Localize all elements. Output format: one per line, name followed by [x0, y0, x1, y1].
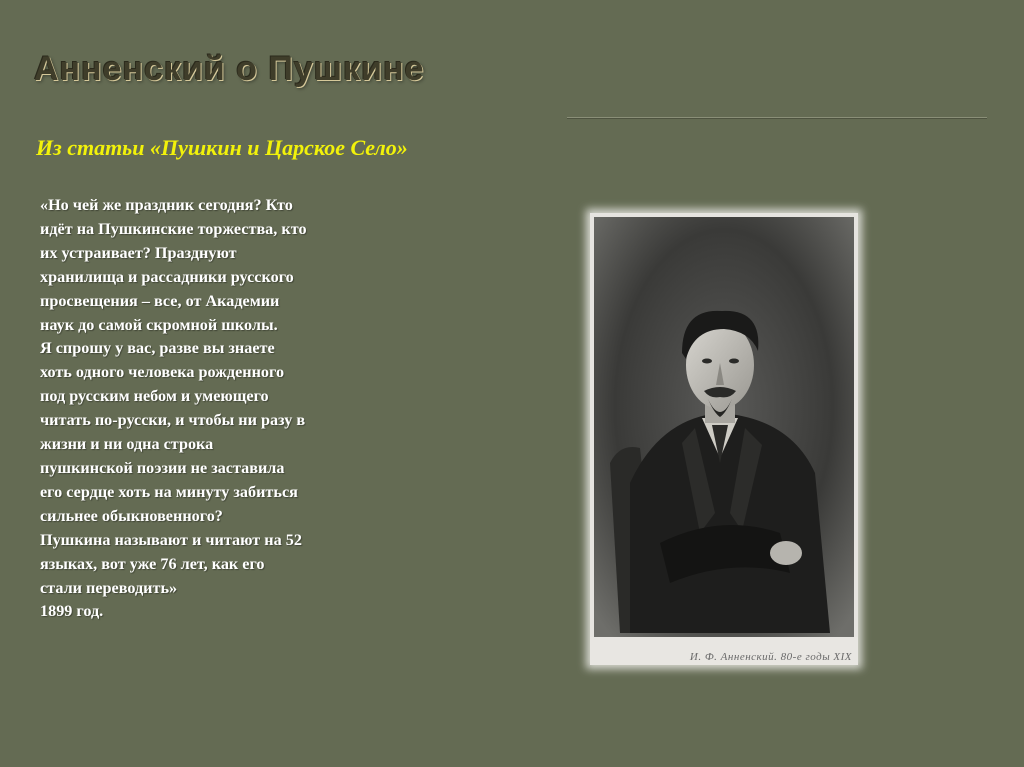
quote-line: сильнее обыкновенного?: [40, 506, 223, 525]
quote-line: Я спрошу у вас, разве вы знаете: [40, 339, 275, 358]
quote-line: хоть одного человека рожденного: [40, 363, 285, 382]
quote-line: читать по-русски, и чтобы ни разу в: [40, 411, 306, 430]
quote-line: его сердце хоть на минуту забиться: [40, 482, 298, 501]
slide-title: Анненский о Пушкине: [34, 50, 425, 88]
quote-line: стали переводить»: [40, 578, 178, 597]
quote-date: 1899 год.: [40, 602, 104, 621]
quote-line: под русским небом и умеющего: [40, 387, 269, 406]
photo-caption: И. Ф. Анненский. 80-е годы XIX: [689, 651, 852, 663]
quote-line: их устраивает? Празднуют: [40, 243, 237, 262]
title-divider: [567, 117, 987, 119]
quote-line: хранилища и рассадники русского: [40, 267, 294, 286]
quote-line: «Но чей же праздник сегодня? Кто: [40, 196, 293, 214]
quote-text: [40, 194, 400, 624]
quote-line: пушкинской поэзии не заставила: [40, 458, 285, 477]
quote-line: просвещения – все, от Академии: [40, 291, 280, 310]
portrait-photo: [590, 213, 858, 665]
quote-line: наук до самой скромной школы.: [40, 315, 278, 334]
quote-line: жизни и ни одна строка: [40, 435, 214, 454]
quote-line: идёт на Пушкинские торжества, кто: [40, 219, 307, 238]
quote-line: языках, вот уже 76 лет, как его: [40, 554, 265, 573]
quote-line: Пушкина называют и читают на 52: [40, 530, 302, 549]
portrait-illustration: [590, 213, 858, 665]
slide-subtitle: Из статьи «Пушкин и Царское Село»: [36, 135, 408, 160]
